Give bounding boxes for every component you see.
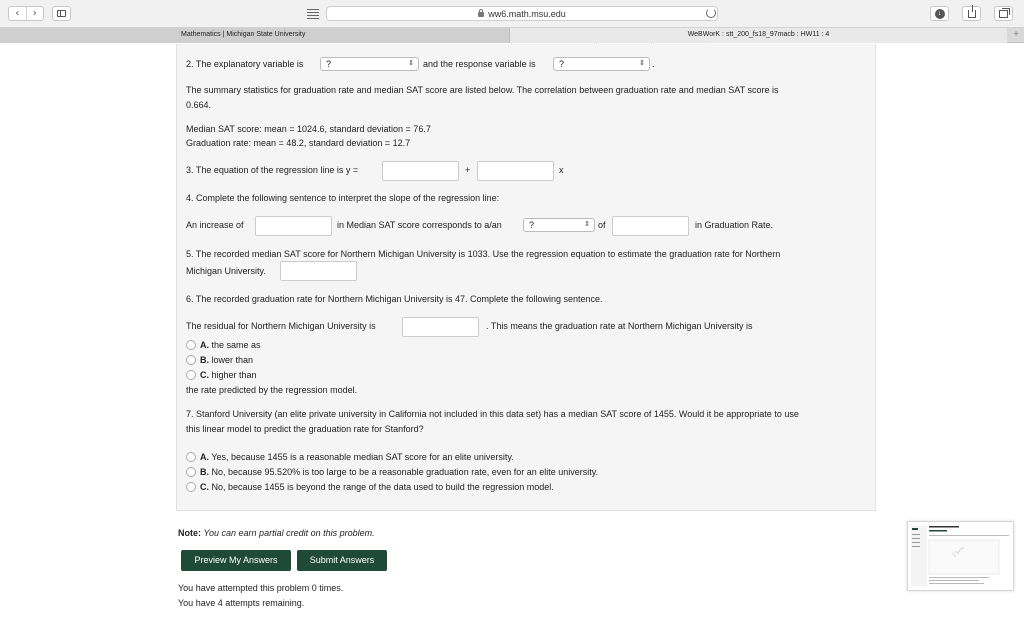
summary-line2: 0.664. — [186, 100, 212, 110]
option-letter: B. — [200, 467, 209, 477]
option-text: the same as — [211, 340, 261, 350]
q7-option-c — [200, 482, 554, 492]
option-letter: C. — [200, 482, 209, 492]
url-text: ww6.math.msu.edu — [488, 9, 566, 19]
q6-tail: the rate predicted by the regression model. — [186, 385, 358, 395]
q7-radio-c[interactable] — [186, 482, 196, 492]
q5-line2: Michigan University. — [186, 266, 266, 276]
q3-x: x — [559, 165, 564, 175]
q6-text-b: . This means the graduation rate at Northern Michigan University is — [486, 321, 753, 331]
thumbnail-graphic — [908, 522, 1015, 592]
q6-text-a: The residual for Northern Michigan University is — [186, 321, 376, 331]
increase-decrease-select[interactable] — [523, 218, 595, 232]
share-button[interactable] — [962, 6, 981, 21]
updown-arrow-icon: ⇕ — [408, 60, 414, 67]
q6-prompt: 6. The recorded graduation rate for Northern Michigan University is 47. Complete the following sentence. — [186, 294, 603, 304]
response-select-value: ? — [559, 59, 565, 69]
option-letter: B. — [200, 355, 209, 365]
predicted-rate-input[interactable] — [280, 261, 357, 281]
tab-webwork[interactable]: WeBWorK : stt_200_fs18_97macb : HW11 : 4 — [510, 28, 1007, 43]
updown-arrow-icon: ⇕ — [584, 221, 590, 228]
q6-option-b — [200, 355, 253, 365]
option-text: lower than — [211, 355, 254, 365]
q4-text-c: of — [598, 220, 606, 230]
note-text: You can earn partial credit on this problem. — [203, 528, 375, 538]
q6-option-a — [200, 340, 261, 350]
option-text: Yes, because 1455 is a reasonable median SAT score for an elite university. — [211, 452, 514, 462]
q7-line1: 7. Stanford University (an elite private university in California not included in this data set) has a median SAT score of 1455. Would it be appropriate to use — [186, 409, 799, 419]
problem-panel — [176, 44, 876, 511]
preview-answers-button[interactable]: Preview My Answers — [181, 550, 291, 571]
option-text: No, because 95.520% is too large to be a reasonable graduation rate, even for an elite university. — [211, 467, 599, 477]
summary-line1: The summary statistics for graduation rate and median SAT score are listed below. The correlation between graduation rate and median SAT score is — [186, 85, 779, 95]
q7-line2: this linear model to predict the graduation rate for Stanford? — [186, 424, 424, 434]
q2-end: . — [652, 59, 655, 69]
change-input[interactable] — [612, 216, 689, 236]
q4-prompt: 4. Complete the following sentence to interpret the slope of the regression line: — [186, 193, 500, 203]
sat-stats: Median SAT score: mean = 1024.6, standard deviation = 76.7 — [186, 124, 431, 134]
increase-input[interactable] — [255, 216, 332, 236]
q7-radio-b[interactable] — [186, 467, 196, 477]
q3-text: 3. The equation of the regression line is y = — [186, 165, 359, 175]
reload-icon[interactable] — [706, 8, 716, 18]
q5-line1: 5. The recorded median SAT score for Northern Michigan University is 1033. Use the regression equation to estimate the graduation rate for Northern — [186, 249, 781, 259]
q6-radio-a[interactable] — [186, 340, 196, 350]
q6-option-c — [200, 370, 257, 380]
new-tab-icon[interactable]: + — [1013, 29, 1019, 40]
attempts-text: You have attempted this problem 0 times. — [178, 583, 344, 593]
option-text: higher than — [211, 370, 257, 380]
back-icon[interactable]: ‹ — [15, 8, 20, 19]
response-select[interactable] — [553, 57, 650, 71]
browser-toolbar — [0, 0, 1024, 28]
page-thumbnail[interactable] — [907, 521, 1014, 591]
q2-text-b: and the response variable is — [423, 59, 536, 69]
option-text: No, because 1455 is beyond the range of the data used to build the regression model. — [211, 482, 554, 492]
option-letter: C. — [200, 370, 209, 380]
tabs-icon — [999, 10, 1008, 18]
q3-plus: + — [465, 165, 471, 175]
tabs-button[interactable] — [994, 6, 1013, 21]
intercept-input[interactable] — [382, 161, 459, 181]
increase-decrease-select-value: ? — [529, 220, 535, 230]
q4-text-b: in Median SAT score corresponds to a/an — [337, 220, 502, 230]
tab-msu[interactable]: Mathematics | Michigan State University — [0, 28, 510, 43]
sidebar-icon[interactable] — [52, 6, 71, 21]
q6-radio-c[interactable] — [186, 370, 196, 380]
explanatory-select[interactable] — [320, 57, 419, 71]
slope-input[interactable] — [477, 161, 554, 181]
updown-arrow-icon: ⇕ — [639, 60, 645, 67]
nav-buttons — [8, 6, 44, 21]
remaining-text: You have 4 attempts remaining. — [178, 598, 305, 608]
reader-icon[interactable] — [306, 7, 320, 20]
residual-input[interactable] — [402, 317, 479, 337]
address-bar[interactable] — [326, 6, 718, 21]
forward-icon[interactable]: › — [26, 7, 44, 20]
q7-option-b — [200, 467, 598, 477]
lock-icon — [478, 12, 484, 17]
download-icon: ↓ — [935, 9, 945, 19]
note-label: Note: — [178, 528, 201, 538]
explanatory-select-value: ? — [326, 59, 332, 69]
option-letter: A. — [200, 452, 209, 462]
q4-text-d: in Graduation Rate. — [695, 220, 774, 230]
downloads-button[interactable] — [930, 6, 949, 21]
grad-stats: Graduation rate: mean = 48.2, standard deviation = 12.7 — [186, 138, 411, 148]
q2-text-a: 2. The explanatory variable is — [186, 59, 304, 69]
option-letter: A. — [200, 340, 209, 350]
partial-credit-note — [178, 528, 375, 538]
q7-radio-a[interactable] — [186, 452, 196, 462]
share-icon — [968, 10, 976, 18]
submit-answers-button[interactable]: Submit Answers — [297, 550, 387, 571]
q6-radio-b[interactable] — [186, 355, 196, 365]
tab-bar — [0, 28, 1024, 43]
q4-text-a: An increase of — [186, 220, 244, 230]
q7-option-a — [200, 452, 514, 462]
